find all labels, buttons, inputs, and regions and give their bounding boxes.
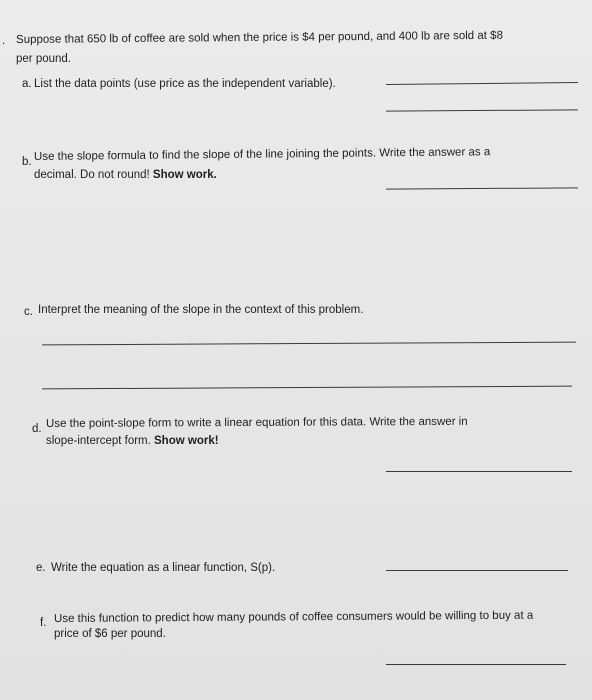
part-b-label: b. xyxy=(22,156,32,168)
answer-line-a2 xyxy=(386,109,578,111)
part-c-question: Interpret the meaning of the slope in the context of this problem. xyxy=(38,304,364,316)
answer-line-c2 xyxy=(42,386,572,390)
part-a-label: a. xyxy=(22,78,32,90)
part-b-emphasis: Show work. xyxy=(152,169,217,181)
problem-intro-line2: per pound. xyxy=(16,53,71,65)
answer-line-d xyxy=(386,471,572,472)
part-e-question: Write the equation as a linear function, S(p). xyxy=(51,562,276,574)
part-c-label: c. xyxy=(24,306,33,318)
answer-line-f xyxy=(386,664,566,665)
part-d-label: d. xyxy=(32,423,42,435)
answer-line-c1 xyxy=(42,342,576,346)
part-d-question-line1: Use the point-slope form to write a linear equation for this data. Write the answer in xyxy=(45,415,468,430)
part-b-question-line2 xyxy=(34,168,217,183)
part-f-question-line2: price of $6 per pound. xyxy=(54,628,166,640)
problem-number: . xyxy=(2,35,6,47)
part-f-question-line1: Use this function to predict how many pounds of coffee consumers would be willing to buy at a xyxy=(53,609,534,625)
part-d-emphasis: Show work! xyxy=(154,435,219,447)
part-e-label: e. xyxy=(36,562,46,574)
part-a-question: List the data points (use price as the independent variable). xyxy=(34,78,336,90)
part-d-question-line2 xyxy=(46,434,219,449)
answer-line-e xyxy=(386,570,568,571)
part-b-question-line1: Use the slope formula to find the slope of the line joining the points. Write the answer as a xyxy=(33,146,491,163)
part-b-text: decimal. Do not round! xyxy=(34,169,153,181)
answer-line-a1 xyxy=(386,82,578,85)
problem-intro-line1: Suppose that 650 lb of coffee are sold when the price is $4 per pound, and 400 lb are sold at $8 xyxy=(15,29,503,46)
part-d-text: slope-intercept form. xyxy=(46,435,155,447)
answer-line-b xyxy=(386,187,578,189)
part-f-label: f. xyxy=(40,617,47,629)
